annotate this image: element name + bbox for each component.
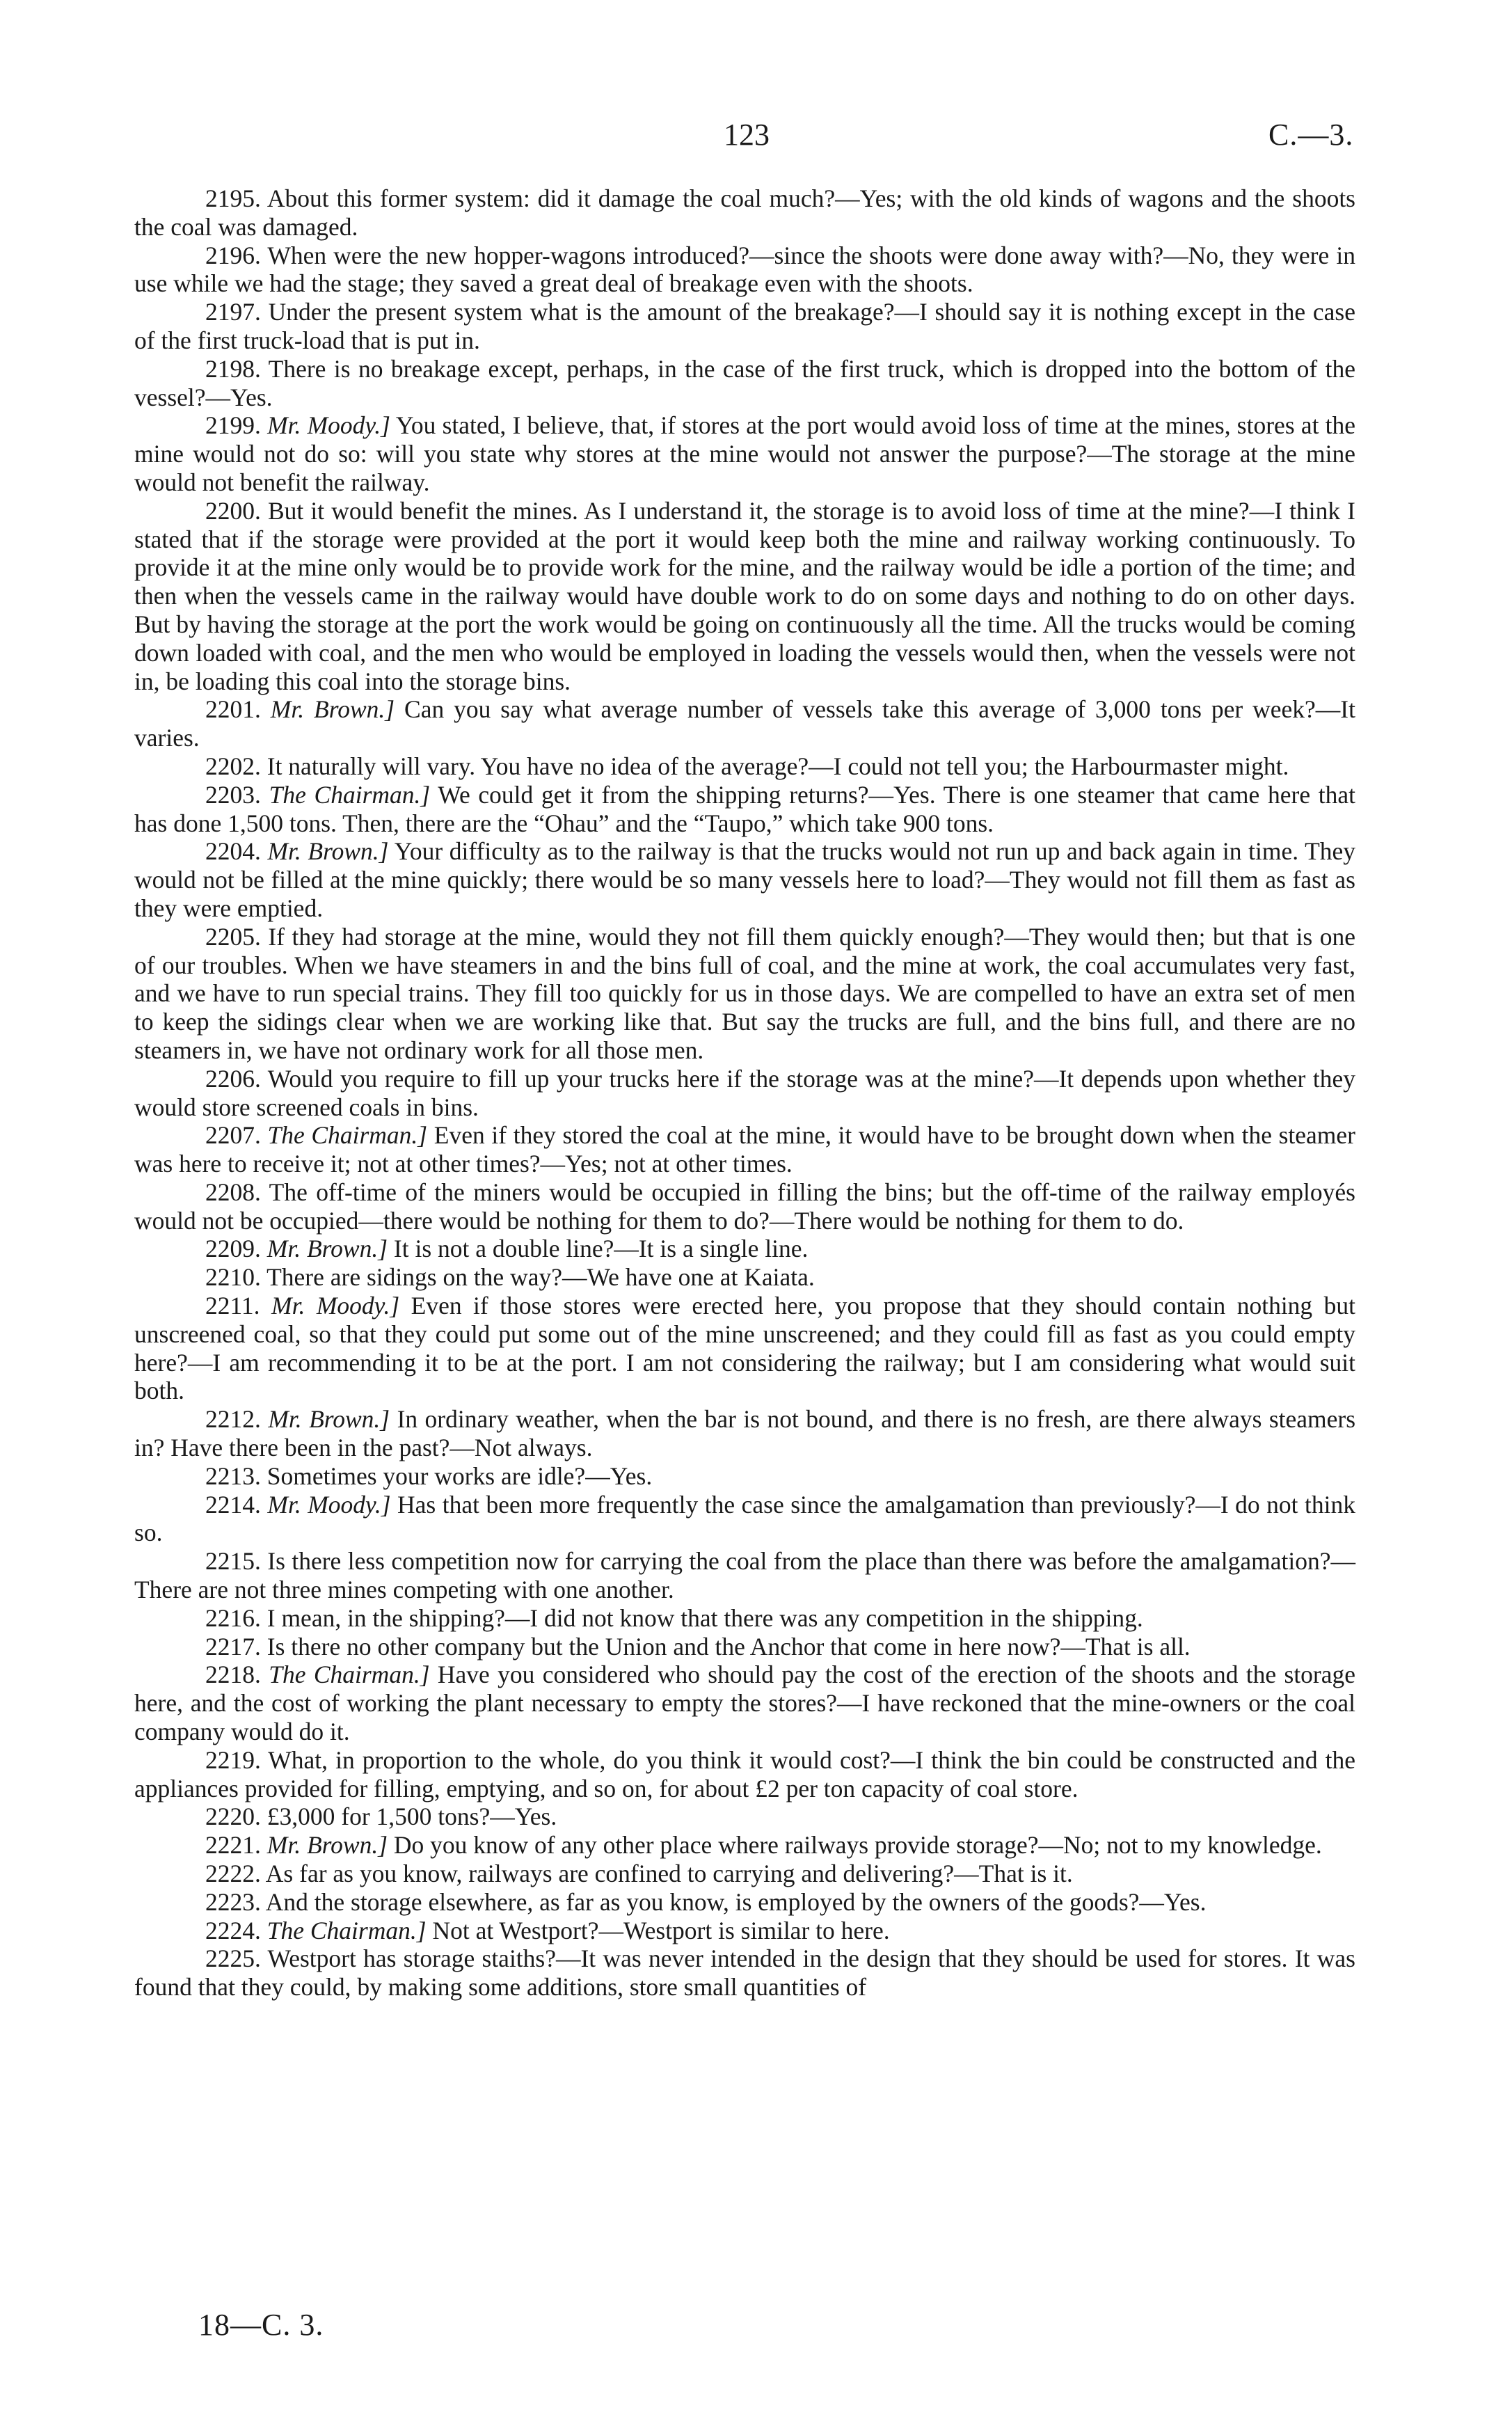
question-number: 2210. (205, 1263, 261, 1292)
testimony-body (134, 184, 1355, 2002)
paragraph-2196 (134, 241, 1355, 299)
paragraph-text: Have you considered who should pay the cost of the erection of the shoots and the storage here, and the cost of working the plant necessary to empty the stores?—I have reckoned that the mine-owners or the coal company would do it. (134, 1661, 1356, 1746)
speaker-label: The Chairman.] (266, 1916, 427, 1944)
paragraph-text: In ordinary weather, when the bar is not bound, and there is no fresh, are there always steamers in? Have there been in the past?—Not always. (134, 1405, 1356, 1462)
question-number: 2216. (205, 1603, 261, 1632)
paragraph-2224 (134, 1917, 1355, 1945)
question-number: 2222. (205, 1860, 261, 1888)
question-number: 2200. (205, 496, 261, 525)
paragraph-text: About this former system: did it damage the coal much?—Yes; with the old kinds of wagons and the shoots the coal was damaged. (134, 184, 1355, 241)
paragraph-2219 (134, 1746, 1355, 1803)
question-number: 2208. (205, 1178, 261, 1206)
question-number: 2225. (205, 1944, 261, 1973)
paragraph-text: It is not a double line?—It is a single line. (393, 1235, 809, 1263)
question-number: 2196. (205, 241, 261, 269)
question-number: 2218. (205, 1661, 261, 1689)
paragraph-text: Westport has storage staiths?—It was never intended in the design that they should be used for stores. It was found that they could, by making some additions, store small quantities of (134, 1944, 1355, 2002)
speaker-label: Mr. Brown.] (270, 695, 395, 724)
question-number: 2197. (205, 298, 261, 326)
question-number: 2221. (205, 1831, 261, 1860)
question-number: 2204. (205, 837, 261, 866)
paragraph-2223 (134, 1888, 1355, 1917)
speaker-label: Mr. Brown.] (266, 1831, 388, 1860)
paragraph-text: But it would benefit the mines. As I understand it, the storage is to avoid loss of time at the mine?—I think I stated that if the storage were provided at the port it would keep both the mine and railway working continuously. To provide it at the mine only would be to provide work for the mine, and the railway would be idle a portion of the time; and then when the vessels came in the railway would have double work to do on some days and nothing to do on other days. But by having the storage at the port the work would be going on continuously all the time. All the trucks would be coming down loaded with coal, and the men who would be employed in loading the vessels would then, when the vessels were not in, be loading this coal into the storage bins. (134, 496, 1356, 695)
paragraph-text: Under the present system what is the amount of the breakage?—I should say it is nothing except in the case of the first truck-load that is put in. (134, 298, 1355, 354)
question-number: 2205. (205, 922, 261, 951)
speaker-label: Mr. Moody.] (267, 1490, 391, 1519)
question-number: 2209. (205, 1235, 261, 1263)
question-number: 2213. (205, 1461, 261, 1490)
question-number: 2219. (205, 1745, 261, 1774)
paragraph-2216 (134, 1604, 1355, 1633)
speaker-label: Mr. Moody.] (267, 411, 390, 440)
paragraph-text: Your difficulty as to the railway is that the trucks would not run up and back again in time. They would not be filled at the mine quickly; there would be so many vessels here to load?—They would not fill them as fast as they were emptied. (134, 837, 1356, 922)
question-number: 2206. (205, 1064, 261, 1093)
paragraph-2202 (134, 752, 1355, 781)
paragraph-text: There are sidings on the way?—We have one at Kaiata. (266, 1263, 815, 1292)
question-number: 2195. (205, 184, 261, 212)
page-number: 123 (724, 118, 770, 152)
paragraph-2215 (134, 1547, 1355, 1604)
speaker-label: The Chairman.] (269, 780, 431, 809)
paragraph-2201 (134, 695, 1355, 752)
paragraph-2221 (134, 1831, 1355, 1860)
paragraph-text: Would you require to fill up your trucks here if the storage was at the mine?—It depends upon whether they would store screened coals in bins. (134, 1064, 1355, 1121)
paragraph-text: Has that been more frequently the case since the amalgamation than previously?—I do not think so. (134, 1490, 1356, 1547)
paragraph-2207 (134, 1121, 1355, 1178)
paragraph-text: We could get it from the shipping returns?—Yes. There is one steamer that came here that has done 1,500 tons. Then, there are the “Ohau” and the “Taupo,” which take 900 tons. (134, 780, 1356, 837)
speaker-label: Mr. Brown.] (266, 1235, 388, 1263)
paragraph-text: And the storage elsewhere, as far as you know, is employed by the owners of the goods?—Yes. (265, 1887, 1207, 1916)
paragraph-2211 (134, 1292, 1355, 1405)
paragraph-2204 (134, 837, 1355, 922)
paragraph-text: Is there less competition now for carrying the coal from the place than there was before the amalgamation?—There are not three mines competing with one another. (134, 1547, 1355, 1604)
question-number: 2201. (205, 695, 261, 724)
paragraph-text: You stated, I believe, that, if stores at the port would avoid loss of time at the mines, stores at the mine would not do so: will you state why stores at the mine would not answer the purpose?—The storage at the mine would not benefit the railway. (134, 411, 1356, 496)
question-number: 2215. (205, 1547, 261, 1576)
paragraph-2198 (134, 355, 1355, 412)
paragraph-2212 (134, 1405, 1355, 1462)
paragraph-2222 (134, 1860, 1355, 1888)
signature-mark: 18—C. 3. (198, 2308, 324, 2342)
paragraph-text: Even if they stored the coal at the mine, it would have to be brought down when the steamer was here to receive it; not at other times?—Yes; not at other times. (134, 1121, 1356, 1178)
paragraph-2199 (134, 411, 1355, 496)
paragraph-2200 (134, 497, 1355, 696)
paragraph-text: There is no breakage except, perhaps, in the case of the first truck, which is dropped into the bottom of the vessel?—Yes. (134, 354, 1356, 411)
question-number: 2199. (205, 411, 261, 440)
paragraph-2217 (134, 1633, 1355, 1661)
paragraph-2203 (134, 781, 1355, 838)
question-number: 2203. (205, 780, 261, 809)
paragraph-text: £3,000 for 1,500 tons?—Yes. (266, 1802, 557, 1831)
paragraph-text: It naturally will vary. You have no idea of the average?—I could not tell you; the Harbourmaster might. (266, 752, 1289, 780)
paragraph-2205 (134, 923, 1355, 1065)
question-number: 2214. (205, 1490, 261, 1519)
document-code: C.—3. (1268, 118, 1354, 152)
paragraph-2208 (134, 1178, 1355, 1235)
paragraph-text: As far as you know, railways are confined to carrying and delivering?—That is it. (265, 1860, 1073, 1888)
speaker-label: The Chairman.] (267, 1121, 428, 1150)
question-number: 2220. (205, 1802, 261, 1831)
paragraph-2206 (134, 1065, 1355, 1122)
question-number: 2224. (205, 1916, 261, 1944)
question-number: 2211. (205, 1292, 260, 1320)
speaker-label: Mr. Brown.] (268, 1405, 390, 1434)
speaker-label: Mr. Moody.] (271, 1292, 400, 1320)
question-number: 2223. (205, 1887, 261, 1916)
speaker-label: The Chairman.] (269, 1661, 430, 1689)
question-number: 2198. (205, 354, 261, 383)
paragraph-text: If they had storage at the mine, would they not fill them quickly enough?—They would then; but that is one of our troubles. When we have steamers in and the bins full of coal, and the mine at work, the coal accumulates very fast, and we have to run special trains. They fill too quickly for us in those days. We are compelled to have an extra set of men to keep the sidings clear when we are working like that. But say the trucks are full, and the bins full, and there are no steamers in, we have not ordinary work for all those men. (134, 922, 1355, 1064)
paragraph-text: Not at Westport?—Westport is similar to here. (432, 1916, 890, 1944)
paragraph-text: Is there no other company but the Union and the Anchor that come in here now?—That is all. (266, 1632, 1191, 1661)
question-number: 2217. (205, 1632, 261, 1661)
paragraph-text: I mean, in the shipping?—I did not know that there was any competition in the shipping. (266, 1603, 1143, 1632)
paragraph-2225 (134, 1944, 1355, 2002)
paragraph-2220 (134, 1802, 1355, 1831)
question-number: 2207. (205, 1121, 261, 1150)
paragraph-2210 (134, 1263, 1355, 1292)
paragraph-2195 (134, 184, 1355, 241)
paragraph-2214 (134, 1491, 1355, 1548)
paragraph-text: What, in proportion to the whole, do you think it would cost?—I think the bin could be constructed and the appliances provided for filling, emptying, and so on, for about £2 per ton capacity of coal store. (134, 1745, 1355, 1802)
paragraph-2213 (134, 1462, 1355, 1491)
paragraph-2197 (134, 298, 1355, 355)
speaker-label: Mr. Brown.] (267, 837, 389, 866)
paragraph-text: Even if those stores were erected here, you propose that they should contain nothing but unscreened coal, so that they could put some out of the mine unscreened; and they could fill as fast as you could empty here?—I am recommending it to be at the port. I am not considering the railway; but I am considering what would suit both. (134, 1292, 1356, 1405)
paragraph-2209 (134, 1235, 1355, 1263)
paragraph-text: When were the new hopper-wagons introduced?—since the shoots were done away with?—No, they were in use while we had the stage; they saved a great deal of breakage even with the shoots. (134, 241, 1356, 298)
question-number: 2212. (205, 1405, 261, 1434)
paragraph-text: Sometimes your works are idle?—Yes. (266, 1461, 653, 1490)
paragraph-2218 (134, 1661, 1355, 1745)
paragraph-text: Can you say what average number of vessels take this average of 3,000 tons per week?—It varies. (134, 695, 1355, 752)
paragraph-text: Do you know of any other place where railways provide storage?—No; not to my knowledge. (393, 1831, 1322, 1860)
question-number: 2202. (205, 752, 261, 780)
paragraph-text: The off-time of the miners would be occupied in filling the bins; but the off-time of the railway employés would not be occupied—there would be nothing for them to do?—There would be nothing for them to do. (134, 1178, 1355, 1235)
